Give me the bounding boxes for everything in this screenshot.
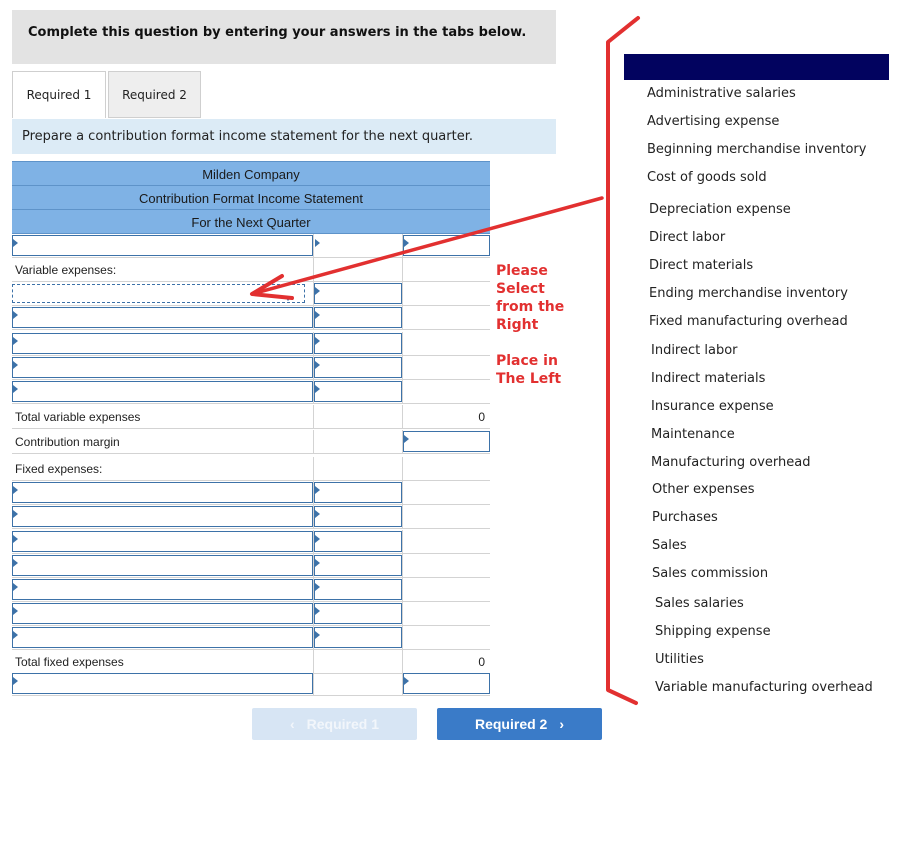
account-list-item[interactable]: Sales salaries — [655, 596, 744, 611]
variable-expense-amount-input[interactable] — [314, 307, 402, 328]
variable-expense-amount-input[interactable] — [314, 333, 402, 354]
account-list-item[interactable]: Depreciation expense — [649, 202, 791, 217]
fixed-expenses-label: Fixed expenses: — [15, 462, 103, 476]
net-income-account-input[interactable] — [12, 673, 313, 694]
variable-expense-row — [12, 380, 490, 404]
red-bracket-icon — [608, 18, 638, 703]
contribution-margin-label: Contribution margin — [15, 435, 120, 449]
fixed-expense-row — [12, 602, 490, 626]
question-prompt: Prepare a contribution format income statement for the next quarter. — [12, 119, 556, 154]
account-list-item[interactable]: Administrative salaries — [647, 86, 796, 101]
variable-expenses-label: Variable expenses: — [15, 263, 117, 277]
variable-expense-row — [12, 332, 490, 356]
account-list-item[interactable]: Sales commission — [652, 566, 769, 581]
fixed-expense-account-input[interactable] — [12, 579, 313, 600]
account-list-item[interactable]: Indirect materials — [651, 371, 766, 386]
total-fixed-value: 0 — [478, 655, 485, 669]
account-list-item[interactable]: Fixed manufacturing overhead — [649, 314, 848, 329]
account-list-item[interactable]: Beginning merchandise inventory — [647, 142, 867, 157]
fixed-expense-row — [12, 626, 490, 650]
sales-row — [12, 234, 490, 258]
account-list-item[interactable]: Utilities — [655, 652, 704, 667]
account-list-item[interactable]: Other expenses — [652, 482, 755, 497]
net-income-value-input[interactable] — [403, 673, 490, 694]
account-list-item[interactable]: Direct materials — [649, 258, 754, 273]
variable-expense-row — [12, 306, 490, 330]
fixed-expense-account-input[interactable] — [12, 555, 313, 576]
fixed-expense-amount-input[interactable] — [314, 482, 402, 503]
account-list-item[interactable]: Purchases — [652, 510, 718, 525]
contribution-margin-input[interactable] — [403, 431, 490, 452]
total-variable-value: 0 — [478, 410, 485, 424]
instruction-banner: Complete this question by entering your answers in the tabs below. — [12, 10, 556, 64]
fixed-expense-amount-input[interactable] — [314, 555, 402, 576]
variable-expense-row — [12, 282, 490, 306]
company-name: Milden Company — [12, 161, 490, 186]
total-variable-label: Total variable expenses — [15, 410, 141, 424]
statement-title: Contribution Format Income Statement — [12, 186, 490, 210]
total-fixed-row — [12, 650, 490, 674]
variable-expense-account-input[interactable] — [12, 357, 313, 378]
previous-button-label: Required 1 — [306, 716, 380, 732]
fixed-expense-account-input[interactable] — [12, 627, 313, 648]
account-list-item[interactable]: Ending merchandise inventory — [649, 286, 848, 301]
fixed-expense-row — [12, 530, 490, 554]
fixed-expense-account-input[interactable] — [12, 531, 313, 552]
chevron-right-icon: › — [559, 716, 565, 732]
chevron-left-icon: ‹ — [289, 716, 295, 732]
total-variable-row — [12, 405, 490, 429]
fixed-expense-amount-input[interactable] — [314, 627, 402, 648]
variable-expense-account-dropdown[interactable] — [12, 284, 305, 303]
sales-account-input[interactable] — [12, 235, 313, 256]
contribution-margin-row — [12, 430, 490, 454]
fixed-expense-account-input[interactable] — [12, 603, 313, 624]
tab-required-2[interactable]: Required 2 — [108, 71, 201, 118]
variable-expense-account-input[interactable] — [12, 307, 313, 328]
fixed-expense-account-input[interactable] — [12, 482, 313, 503]
total-fixed-label: Total fixed expenses — [15, 655, 124, 669]
fixed-expense-amount-input[interactable] — [314, 579, 402, 600]
previous-button[interactable] — [252, 708, 417, 740]
fixed-expense-row — [12, 578, 490, 602]
net-operating-income-row — [12, 672, 490, 696]
account-list-item[interactable]: Maintenance — [651, 427, 735, 442]
variable-expense-account-input[interactable] — [12, 381, 313, 402]
account-list-item[interactable]: Sales — [652, 538, 687, 553]
account-list-item[interactable]: Manufacturing overhead — [651, 455, 811, 470]
variable-expense-amount-input[interactable] — [314, 283, 402, 304]
tab-required-1[interactable]: Required 1 — [12, 71, 106, 118]
annotation-select-right: Please Select from the Right — [496, 263, 565, 333]
chevron-down-icon — [284, 296, 292, 301]
variable-expense-row — [12, 356, 490, 380]
statement-period: For the Next Quarter — [12, 210, 490, 234]
account-list-item[interactable]: Indirect labor — [651, 343, 738, 358]
next-button[interactable] — [437, 708, 602, 740]
fixed-expense-amount-input[interactable] — [314, 603, 402, 624]
annotation-place-left: Place in The Left — [496, 353, 562, 387]
fixed-expense-row — [12, 554, 490, 578]
fixed-expense-row — [12, 481, 490, 505]
account-list-item[interactable]: Advertising expense — [647, 114, 780, 129]
next-button-label: Required 2 — [474, 716, 548, 732]
fixed-expense-amount-input[interactable] — [314, 531, 402, 552]
variable-expense-amount-input[interactable] — [314, 381, 402, 402]
fixed-expenses-header-row — [12, 457, 490, 481]
fixed-expense-row — [12, 505, 490, 529]
account-list-item[interactable]: Insurance expense — [651, 399, 774, 414]
account-list-header-bar — [624, 54, 889, 80]
fixed-expense-amount-input[interactable] — [314, 506, 402, 527]
sales-total-input[interactable] — [403, 235, 490, 256]
account-list-item[interactable]: Variable manufacturing overhead — [655, 680, 873, 695]
variable-expense-amount-input[interactable] — [314, 357, 402, 378]
sales-amount-input[interactable] — [314, 235, 402, 256]
account-list-item[interactable]: Direct labor — [649, 230, 726, 245]
variable-expenses-header-row — [12, 258, 490, 282]
account-list-item[interactable]: Shipping expense — [655, 624, 771, 639]
account-list-item[interactable]: Cost of goods sold — [647, 170, 767, 185]
variable-expense-account-input[interactable] — [12, 333, 313, 354]
fixed-expense-account-input[interactable] — [12, 506, 313, 527]
